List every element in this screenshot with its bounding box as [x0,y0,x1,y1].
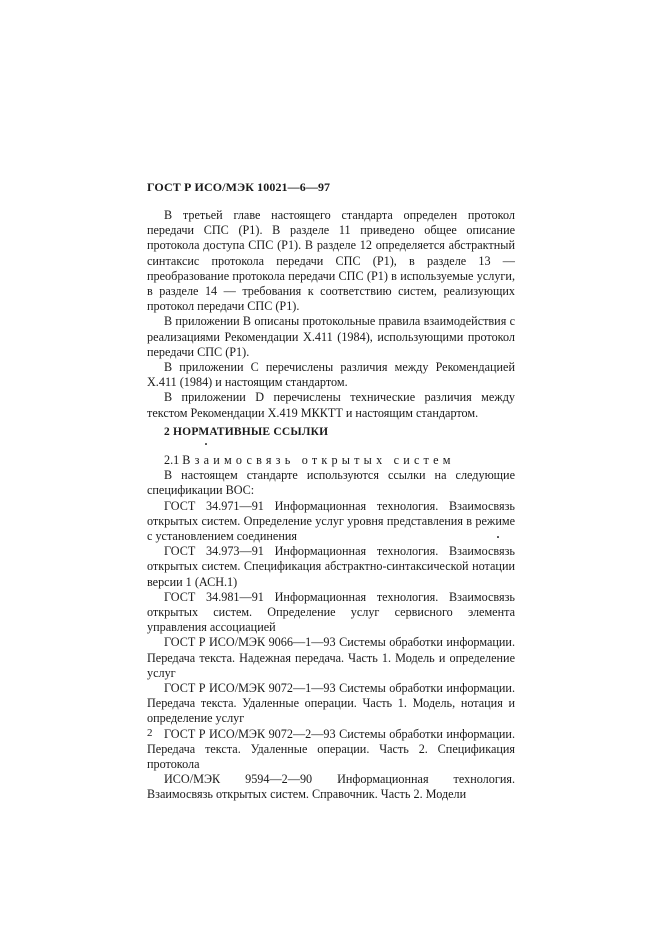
subsection-heading [147,453,515,468]
reference-item: ИСО/МЭК 9594—2—90 Информационная технология. Взаимосвязь открытых систем. Справочник. Часть 2. Модели [147,772,515,802]
subsection-number: 2.1 [164,453,180,467]
intro-paragraph: В третьей главе настоящего стандарта определен протокол передачи СПС (Р1). В разделе 11 приведено общее описание протокола доступа СПС (Р1). В разделе 12 определяется абстрактный синтаксис протокола передачи СПС (Р1), в разделе 13 — преобразование протокола передачи СПС (Р1) в используемые услуги, в разделе 14 — требования к соответствию систем, реализующих протокол передачи СПС (Р1). [147,208,515,314]
reference-item: ГОСТ Р ИСО/МЭК 9072—2—93 Системы обработки информации. Передача текста. Удаленные операции. Часть 2. Спецификация протокола [147,726,515,772]
subsection-title: Взаимосвязь открытых систем [182,453,455,467]
reference-item: ГОСТ Р ИСО/МЭК 9072—1—93 Системы обработки информации. Передача текста. Удаленные операции. Часть 1. Модель, нотация и определение услуг [147,681,515,726]
subsection-lead: В настоящем стандарте используются ссылки на следующие спецификации ВОС: [147,468,515,498]
document-header: ГОСТ Р ИСО/МЭК 10021—6—97 [147,180,331,194]
references-block [147,453,515,803]
scan-speck [205,443,207,445]
intro-paragraph: В приложении D перечислены технические различия между текстом Рекомендации X.419 МККТТ и настоящим стандартом. [147,390,515,420]
page-number: 2 [147,727,153,739]
intro-text [147,208,515,421]
reference-item: ГОСТ 34.981—91 Информационная технология. Взаимосвязь открытых систем. Определение услуг сервисного элемента управления ассоциацией [147,589,515,635]
scan-speck [497,536,499,538]
section-title: 2 НОРМАТИВНЫЕ ССЫЛКИ [164,426,329,438]
reference-item: ГОСТ Р ИСО/МЭК 9066—1—93 Системы обработки информации. Передача текста. Надежная передача. Часть 1. Модель и определение услуг [147,635,515,680]
reference-item: ГОСТ 34.971—91 Информационная технология. Взаимосвязь открытых систем. Определение услуг уровня представления в режиме с установлением соединения [147,498,515,544]
intro-paragraph: В приложении В описаны протокольные правила взаимодействия с реализациями Рекомендации X.411 (1984), использующими протокол передачи СПС (Р1). [147,314,515,359]
intro-paragraph: В приложении С перечислены различия между Рекомендацией X.411 (1984) и настоящим стандартом. [147,360,515,390]
reference-item: ГОСТ 34.973—91 Информационная технология. Взаимосвязь открытых систем. Спецификация абстрактно-синтаксической нотации версии 1 (АСН.1) [147,544,515,589]
